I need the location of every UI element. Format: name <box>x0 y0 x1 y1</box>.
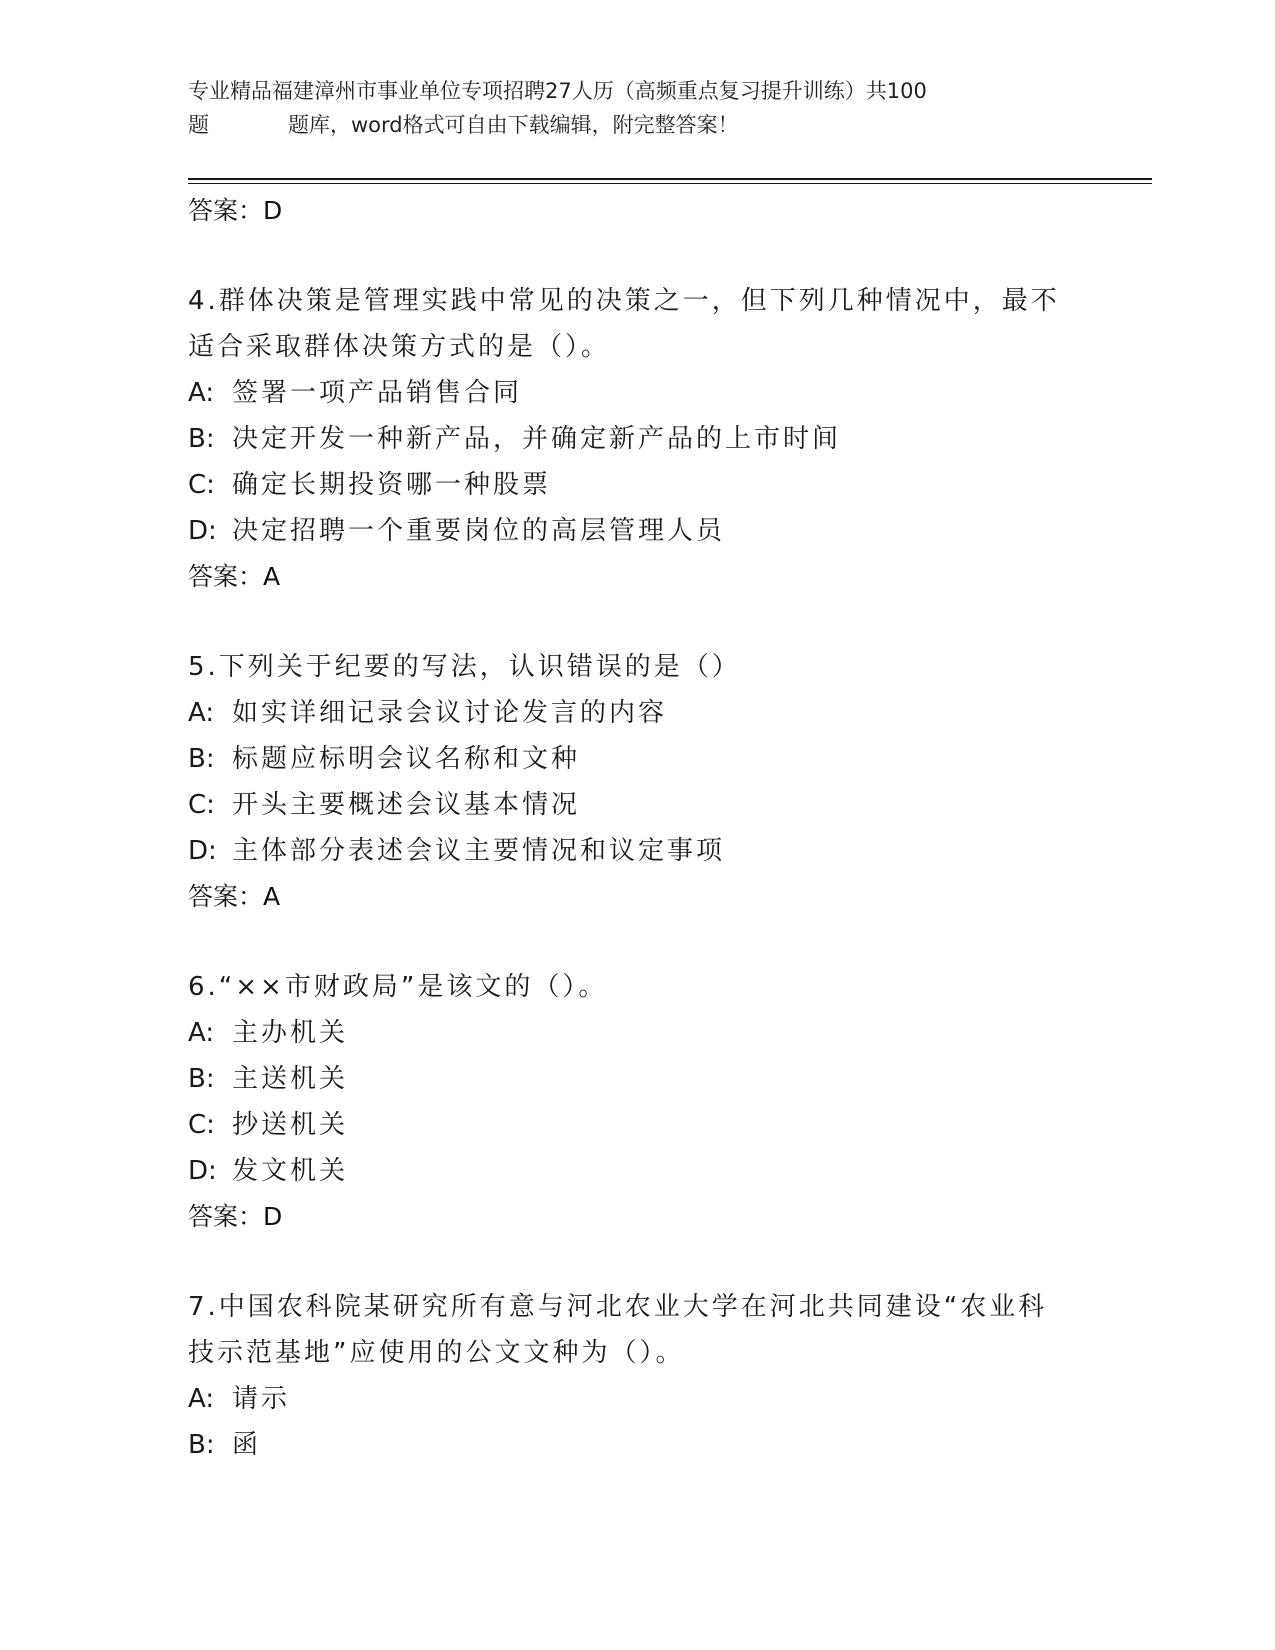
answer-line: 答案：D <box>188 1202 283 1231</box>
option-a <box>188 1376 1088 1422</box>
question-block <box>188 644 1088 920</box>
header-divider-thin <box>188 183 1152 184</box>
option-label: B: <box>188 1064 215 1094</box>
option-label: C: <box>188 790 215 820</box>
option-b <box>188 1422 1088 1468</box>
question-block <box>188 964 1088 1240</box>
question-text: 7.中国农科院某研究所有意与河北农业大学在河北共同建设“农业科 <box>188 1292 1048 1322</box>
option-a <box>188 690 1088 736</box>
option-c <box>188 782 1088 828</box>
option-d <box>188 828 1088 874</box>
question-text: 4.群体决策是管理实践中常见的决策之一，但下列几种情况中，最不 <box>188 286 1060 316</box>
answer-line: 答案：A <box>188 562 281 591</box>
option-label: D: <box>188 836 217 866</box>
document-header <box>188 74 1088 142</box>
header-line-1: 专业精品福建漳州市事业单位专项招聘27人历（高频重点复习提升训练）共100 <box>188 79 927 103</box>
option-text: 如实详细记录会议讨论发言的内容 <box>232 698 668 728</box>
header-line-2-part-2: 题库，word格式可自由下载编辑，附完整答案！ <box>288 113 739 137</box>
option-c <box>188 1102 1088 1148</box>
option-c <box>188 462 1088 508</box>
option-label: A: <box>188 1384 215 1414</box>
answer-line: 答案：A <box>188 882 281 911</box>
option-d <box>188 508 1088 554</box>
option-label: A: <box>188 378 215 408</box>
option-label: C: <box>188 470 215 500</box>
option-label: A: <box>188 1018 215 1048</box>
option-d <box>188 1148 1088 1194</box>
spacer <box>188 1240 1088 1284</box>
option-text: 抄送机关 <box>232 1110 349 1140</box>
option-a <box>188 370 1088 416</box>
spacer <box>188 234 1088 278</box>
option-b <box>188 1056 1088 1102</box>
header-divider-thick <box>188 178 1152 180</box>
question-block <box>188 278 1088 600</box>
option-text: 请示 <box>232 1384 291 1414</box>
question-text: 5.下列关于纪要的写法，认识错误的是（） <box>188 652 741 682</box>
spacer <box>188 920 1088 964</box>
option-text: 开头主要概述会议基本情况 <box>232 790 581 820</box>
header-line-2 <box>188 108 1088 142</box>
question-text: 技示范基地”应使用的公文文种为（）。 <box>188 1338 685 1368</box>
option-label: D: <box>188 1156 217 1186</box>
header-line-2-part-1: 题 <box>188 113 209 137</box>
option-text: 决定招聘一个重要岗位的高层管理人员 <box>232 516 726 546</box>
spacer <box>188 600 1088 644</box>
option-b <box>188 416 1088 462</box>
option-label: D: <box>188 516 217 546</box>
option-label: B: <box>188 424 215 454</box>
option-text: 签署一项产品销售合同 <box>232 378 523 408</box>
question-block <box>188 1284 1088 1468</box>
option-label: A: <box>188 698 215 728</box>
option-label: B: <box>188 744 215 774</box>
option-b <box>188 736 1088 782</box>
answer-line: 答案：D <box>188 196 283 225</box>
document-body <box>188 188 1088 1468</box>
option-label: B: <box>188 1430 215 1460</box>
option-label: C: <box>188 1110 215 1140</box>
option-text: 确定长期投资哪一种股票 <box>232 470 552 500</box>
option-a <box>188 1010 1088 1056</box>
option-text: 决定开发一种新产品，并确定新产品的上市时间 <box>232 424 842 454</box>
option-text: 主送机关 <box>232 1064 349 1094</box>
option-text: 函 <box>232 1430 262 1460</box>
option-text: 主办机关 <box>232 1018 349 1048</box>
question-text: 适合采取群体决策方式的是（）。 <box>188 332 611 362</box>
option-text: 发文机关 <box>232 1156 349 1186</box>
option-text: 主体部分表述会议主要情况和议定事项 <box>232 836 726 866</box>
question-text: 6.“××市财政局”是该文的（）。 <box>188 972 608 1002</box>
option-text: 标题应标明会议名称和文种 <box>232 744 581 774</box>
